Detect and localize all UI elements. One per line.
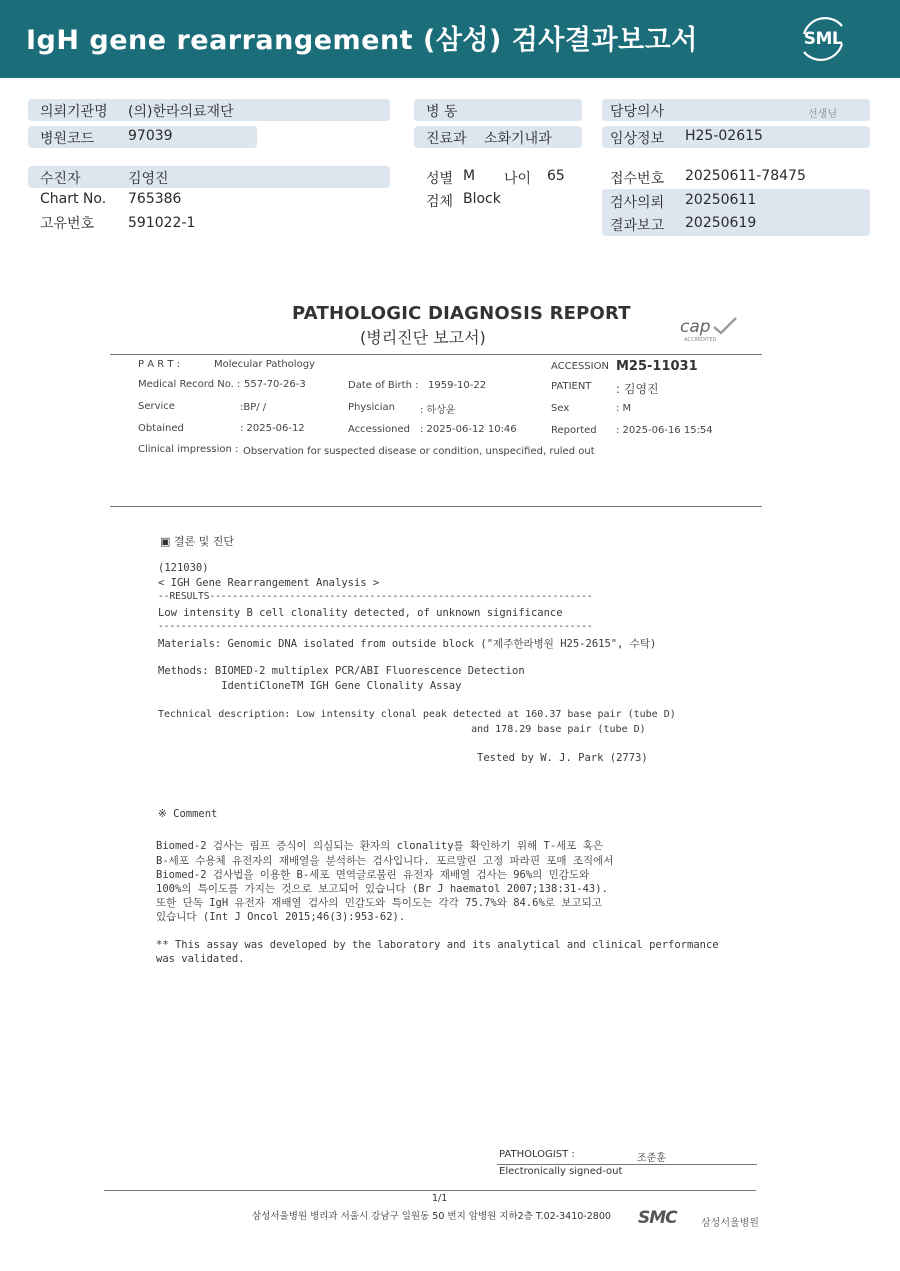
specimen-label: 검체: [426, 194, 454, 210]
result-label: 결과보고: [610, 218, 665, 234]
service-label: Service: [138, 401, 175, 412]
patient-hdr-label: PATIENT: [551, 381, 592, 392]
comment-line: 100%의 특이도를 가지는 것으로 보고되어 있습니다 (Br J haematol 2007;138:31-43).: [156, 883, 608, 895]
physician-value: : 하상윤: [420, 405, 456, 416]
institution-label: 의뢰기관명: [40, 104, 108, 120]
receipt-value: 20250611-78475: [685, 168, 806, 184]
request-value: 20250611: [685, 192, 757, 208]
report-subtitle: (병리진단 보고서): [360, 328, 486, 347]
report-title: PATHOLOGIC DIAGNOSIS REPORT: [292, 303, 631, 324]
results-line: --RESULTS-------------------------------------------------------------------: [158, 591, 593, 602]
checkmark-icon: [710, 315, 740, 337]
unique-value: 591022-1: [128, 215, 196, 231]
code-line: (121030): [158, 562, 209, 574]
age-label: 나이: [504, 171, 532, 187]
ward-label: 병 동: [426, 104, 458, 120]
dob-value: 1959-10-22: [428, 380, 487, 391]
patient-label: 수진자: [40, 171, 81, 187]
unique-label: 고유번호: [40, 216, 95, 232]
specimen-value: Block: [463, 191, 501, 207]
department-value: 소화기내과: [484, 131, 552, 147]
comment-line: 또한 단독 IgH 유전자 재배열 검사의 민감도와 특이도는 각각 75.7%와 84.6%로 보고되고: [156, 897, 602, 909]
physician-label: Physician: [348, 402, 396, 413]
mrn-value: 557-70-26-3: [244, 379, 306, 390]
department-label: 진료과: [426, 131, 467, 147]
comment-heading: ※ Comment: [158, 808, 218, 820]
cap-accredited-logo: [680, 317, 740, 345]
analysis-line: < IGH Gene Rearrangement Analysis >: [158, 577, 380, 589]
impression-value: Observation for suspected disease or condition, unspecified, ruled out: [243, 446, 595, 457]
part-label: P A R T :: [138, 359, 181, 370]
accession-label: ACCESSION: [551, 361, 609, 372]
pathologist-label: PATHOLOGIST :: [499, 1149, 575, 1160]
note-line-1: ** This assay was developed by the laboratory and its analytical and clinical performance: [156, 939, 719, 951]
age-value: 65: [547, 168, 565, 184]
sex-hdr-value: : M: [616, 403, 632, 414]
signature-line: [497, 1164, 757, 1165]
sml-logo-text: SML: [803, 29, 843, 49]
sex-value: M: [463, 168, 476, 184]
dash-line: ----------------------------------------------------------------------------: [158, 621, 593, 632]
chart-label: Chart No.: [40, 191, 107, 207]
cap-accredited-text: ACCREDITED: [684, 337, 717, 343]
conclusion-heading: ▣ 결론 및 진단: [160, 535, 235, 548]
reported-value: : 2025-06-16 15:54: [616, 425, 713, 436]
signed-out-text: Electronically signed-out: [499, 1166, 623, 1177]
accession-value: M25-11031: [616, 359, 698, 374]
patient-value: 김영진: [128, 171, 169, 187]
methods-line-1: Methods: BIOMED-2 multiplex PCR/ABI Fluorescence Detection: [158, 665, 525, 677]
sml-logo: [796, 14, 850, 64]
service-value: :BP/ /: [240, 402, 267, 413]
technical-line-1: Technical description: Low intensity clonal peak detected at 160.37 base pair (tube D): [158, 709, 676, 720]
institution-value: (의)한라의료재단: [128, 104, 234, 120]
materials-line: Materials: Genomic DNA isolated from outside block ("제주한라병원 H25-2615", 수탁): [158, 638, 657, 650]
divider-bottom: [104, 1190, 756, 1191]
footer-address: 삼성서울병원 병리과 서울시 강남구 일원동 50 번지 암병원 지하2층 T.02-3410-2800: [252, 1211, 611, 1222]
hospital-code-value: 97039: [128, 128, 173, 144]
sex-hdr-label: Sex: [551, 403, 570, 414]
result-value: 20250619: [685, 215, 757, 231]
page-number: 1/1: [432, 1193, 448, 1204]
obtained-label: Obtained: [138, 423, 184, 434]
pathologist-value: 조준훈: [637, 1153, 666, 1164]
obtained-value: : 2025-06-12: [240, 423, 305, 434]
methods-line-2: IdentiCloneTM IGH Gene Clonality Assay: [158, 680, 462, 692]
chart-value: 765386: [128, 191, 182, 207]
reported-label: Reported: [551, 425, 597, 436]
comment-line: B-세포 수용체 유전자의 재배열을 분석하는 검사입니다. 포르말린 고정 파라핀 포매 조직에서: [156, 855, 614, 867]
patient-hdr-value: : 김영진: [616, 382, 659, 396]
comment-line: Biomed-2 검사법을 이용한 B-세포 면역글로불린 유전자 재배열 검사는 96%의 민감도와: [156, 869, 590, 881]
divider-top: [110, 354, 762, 355]
doctor-suffix: 선생님: [808, 109, 837, 120]
accessioned-label: Accessioned: [348, 424, 410, 435]
comment-line: 있습니다 (Int J Oncol 2015;46(3):953-62).: [156, 911, 406, 923]
smc-hospital-name: 삼성서울병원: [701, 1218, 759, 1229]
note-line-2: was validated.: [156, 953, 245, 965]
mrn-label: Medical Record No. :: [138, 379, 241, 390]
receipt-label: 접수번호: [610, 171, 665, 187]
doctor-label: 담당의사: [610, 104, 665, 120]
clinical-value: H25-02615: [685, 128, 763, 144]
hospital-code-label: 병원코드: [40, 131, 95, 147]
dob-label: Date of Birth :: [348, 380, 419, 391]
patient-row-bg: [28, 166, 390, 188]
part-value: Molecular Pathology: [214, 359, 315, 370]
impression-label: Clinical impression :: [138, 444, 239, 455]
smc-logo: SMC: [638, 1208, 677, 1228]
comment-line: Biomed-2 검사는 림프 증식이 의심되는 환자의 clonality를 확인하기 위해 T-세포 혹은: [156, 840, 604, 852]
result-text: Low intensity B cell clonality detected, of unknown significance: [158, 607, 563, 619]
cap-logo-text: cap: [680, 317, 711, 337]
technical-line-2: and 178.29 base pair (tube D): [158, 724, 646, 735]
header-bar: [0, 0, 900, 78]
tested-by: Tested by W. J. Park (2773): [477, 752, 648, 764]
clinical-label: 임상정보: [610, 131, 665, 147]
request-label: 검사의뢰: [610, 195, 665, 211]
page-title: IgH gene rearrangement (삼성) 검사결과보고서: [26, 25, 698, 56]
accessioned-value: : 2025-06-12 10:46: [420, 424, 517, 435]
divider-middle: [110, 506, 762, 507]
sex-label: 성별: [426, 171, 454, 187]
